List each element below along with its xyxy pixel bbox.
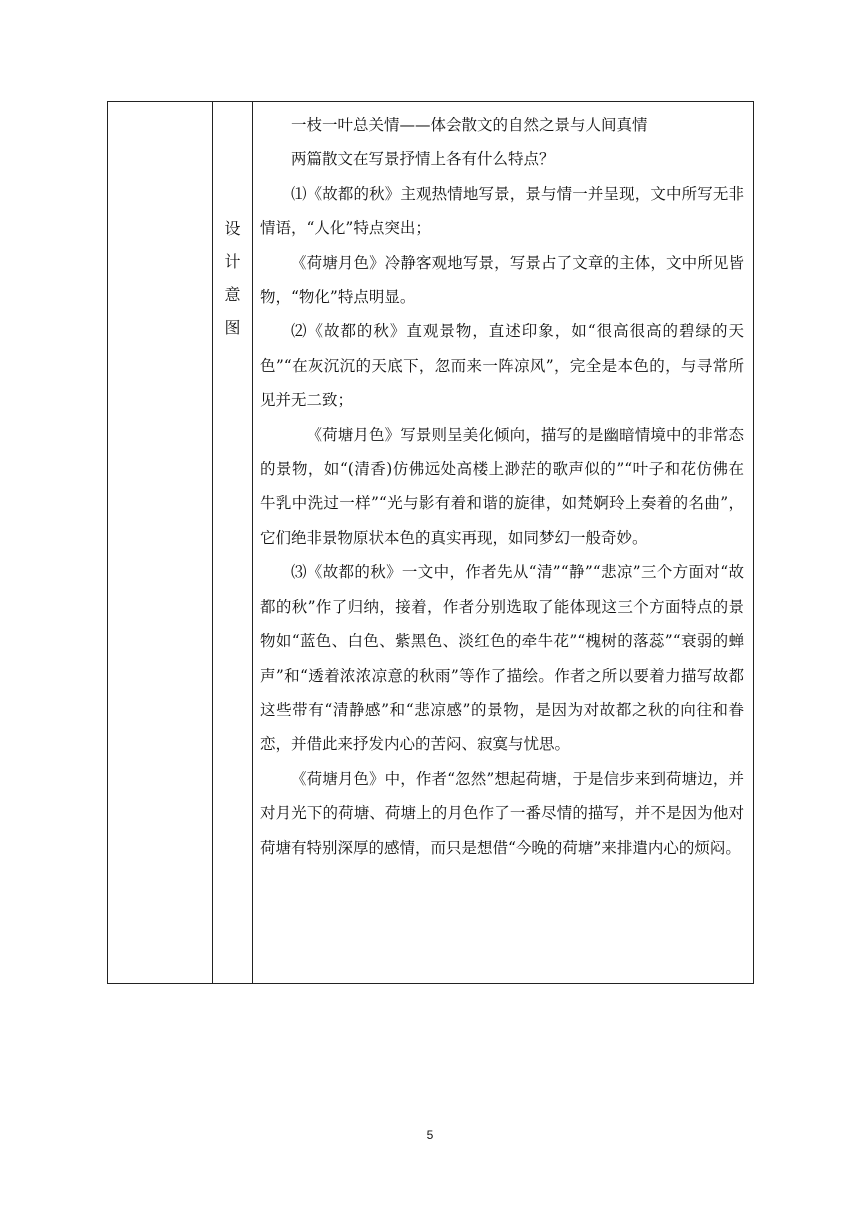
paragraph: ⑴《故都的秋》主观热情地写景，景与情一并呈现，文中所写无非情语，“人化”特点突出； xyxy=(260,184,744,238)
column-divider xyxy=(252,102,253,983)
label-char: 设 xyxy=(224,219,241,238)
label-char: 计 xyxy=(224,252,241,271)
paragraph: ⑵《故都的秋》直观景物，直述印象，如“很高很高的碧绿的天色”“在灰沉沉的天底下，忽而来一阵凉风”，完全是本色的，与寻常所见并无二致； xyxy=(260,322,744,410)
paragraph: 《荷塘月色》冷静客观地写景，写景占了文章的主体，文中所见皆物，“物化”特点明显。 xyxy=(260,253,744,307)
label-char: 意 xyxy=(224,285,241,304)
section-heading: 一枝一叶总关情——体会散文的自然之景与人间真情 xyxy=(291,116,648,134)
design-intent-content xyxy=(260,108,744,865)
paragraph: 《荷塘月色》中，作者“忽然”想起荷塘，于是信步来到荷塘边，并对月光下的荷塘、荷塘上的月色作了一番尽情的描写，并不是因为他对荷塘有特别深厚的感情，而只是想借“今晚的荷塘”来排遣内心的烦闷。 xyxy=(260,769,744,857)
label-char: 图 xyxy=(224,318,241,337)
paragraph: ⑶《故都的秋》一文中，作者先从“清”“静”“悲凉”三个方面对“故都的秋”作了归纳，接着，作者分别选取了能体现这三个方面特点的景物如“蓝色、白色、紫黑色、淡红色的牵牛花”“槐树的落蕊”“衰弱的蝉声”和“透着浓浓凉意的秋雨”等作了描绘。作者之所以要着力描写故都这些带有“清静感”和“悲凉感”的景物，是因为对故都之秋的向往和眷恋，并借此来抒发内心的苦闷、寂寞与忧思。 xyxy=(260,563,744,754)
paragraph: 《荷塘月色》写景则呈美化倾向，描写的是幽暗情境中的非常态的景物，如“(清香)仿佛远处高楼上渺茫的歌声似的”“叶子和花仿佛在牛乳中洗过一样”“光与影有着和谐的旋律，如梵婀玲上奏着的名曲”，它们绝非景物原状本色的真实再现，如同梦幻一般奇妙。 xyxy=(260,425,744,547)
question: 两篇散文在写景抒情上各有什么特点？ xyxy=(291,150,555,169)
lesson-plan-table xyxy=(107,101,754,984)
design-intent-label xyxy=(213,212,252,344)
page-number: 5 xyxy=(426,1128,434,1142)
